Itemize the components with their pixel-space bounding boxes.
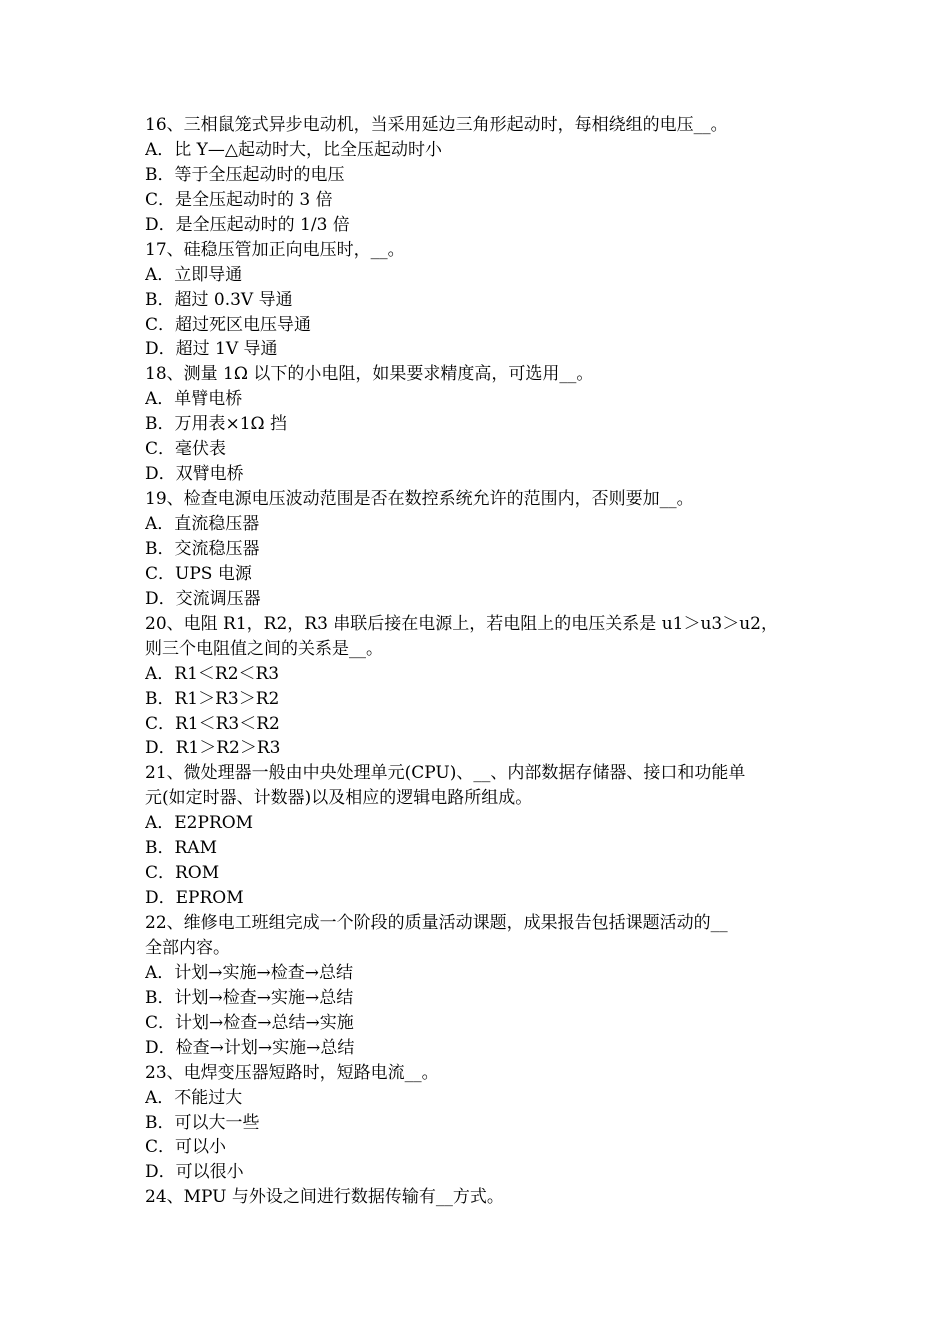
answer-option: B．可以大一些 <box>145 1112 260 1133</box>
question-block <box>145 113 813 238</box>
question-block <box>145 487 813 612</box>
question-stem: 22、维修电工班组完成一个阶段的质量活动课题，成果报告包括课题活动的__ <box>145 913 728 933</box>
question-stem: 17、硅稳压管加正向电压时，__。 <box>145 239 405 260</box>
question-block <box>145 1185 813 1210</box>
answer-option: A．R1＜R2＜R3 <box>145 663 280 684</box>
question-stem: 16、三相鼠笼式异步电动机，当采用延边三角形起动时，每相绕组的电压__。 <box>145 115 728 135</box>
question-stem: 则三个电阻值之间的关系是__。 <box>145 638 383 659</box>
question-block <box>145 1061 813 1186</box>
answer-option: A．不能过大 <box>145 1087 243 1108</box>
question-stem: 20、电阻 R1，R2，R3 串联后接在电源上，若电阻上的电压关系是 u1＞u3＞u2， <box>145 613 778 634</box>
answer-option: A．立即导通 <box>145 264 243 285</box>
answer-option: B．计划→检查→实施→总结 <box>145 987 354 1008</box>
answer-option: C．超过死区电压导通 <box>145 314 312 335</box>
answer-option: D．交流调压器 <box>145 588 261 609</box>
answer-option: B．等于全压起动时的电压 <box>145 164 345 185</box>
question-block <box>145 238 813 363</box>
answer-option: C．计划→检查→总结→实施 <box>145 1012 354 1033</box>
answer-option: D．超过 1V 导通 <box>145 339 278 360</box>
question-stem: 18、测量 1Ω 以下的小电阻，如果要求精度高，可选用__。 <box>145 364 594 385</box>
question-list <box>145 113 813 1210</box>
answer-option: D．是全压起动时的 1/3 倍 <box>145 214 350 235</box>
answer-option: B．万用表×1Ω 挡 <box>145 414 288 435</box>
question-stem: 21、微处理器一般由中央处理单元(CPU)、__、内部数据存储器、接口和功能单 <box>145 763 746 784</box>
question-stem: 全部内容。 <box>145 937 230 958</box>
answer-option: A．计划→实施→检查→总结 <box>145 962 354 983</box>
answer-option: C．ROM <box>145 863 220 884</box>
question-stem: 19、检查电源电压波动范围是否在数控系统允许的范围内，否则要加__。 <box>145 489 694 510</box>
question-block <box>145 362 813 487</box>
answer-option: C．是全压起动时的 3 倍 <box>145 189 333 210</box>
question-stem: 元(如定时器、计数器)以及相应的逻辑电路所组成。 <box>145 788 533 809</box>
answer-option: D．检查→计划→实施→总结 <box>145 1037 355 1058</box>
answer-option: B．RAM <box>145 838 217 859</box>
question-block <box>145 911 813 1061</box>
answer-option: C．UPS 电源 <box>145 563 252 584</box>
answer-option: D．EPROM <box>145 888 244 909</box>
answer-option: A．单臂电桥 <box>145 389 243 410</box>
answer-option: B．超过 0.3V 导通 <box>145 289 293 310</box>
answer-option: B．R1＞R3＞R2 <box>145 688 280 709</box>
answer-option: C．可以小 <box>145 1137 227 1158</box>
answer-option: C．R1＜R3＜R2 <box>145 713 280 734</box>
question-block <box>145 612 813 762</box>
answer-option: A．比 Y—△起动时大，比全压起动时小 <box>145 139 442 160</box>
answer-option: D．可以很小 <box>145 1162 244 1183</box>
question-stem: 23、电焊变压器短路时，短路电流__。 <box>145 1062 439 1083</box>
answer-option: B．交流稳压器 <box>145 538 260 559</box>
answer-option: A．E2PROM <box>145 813 254 834</box>
answer-option: D．R1＞R2＞R3 <box>145 738 281 759</box>
answer-option: A．直流稳压器 <box>145 514 260 534</box>
question-stem: 24、MPU 与外设之间进行数据传输有__方式。 <box>145 1187 504 1208</box>
question-block <box>145 761 813 911</box>
answer-option: C．毫伏表 <box>145 439 227 460</box>
answer-option: D．双臂电桥 <box>145 464 244 485</box>
